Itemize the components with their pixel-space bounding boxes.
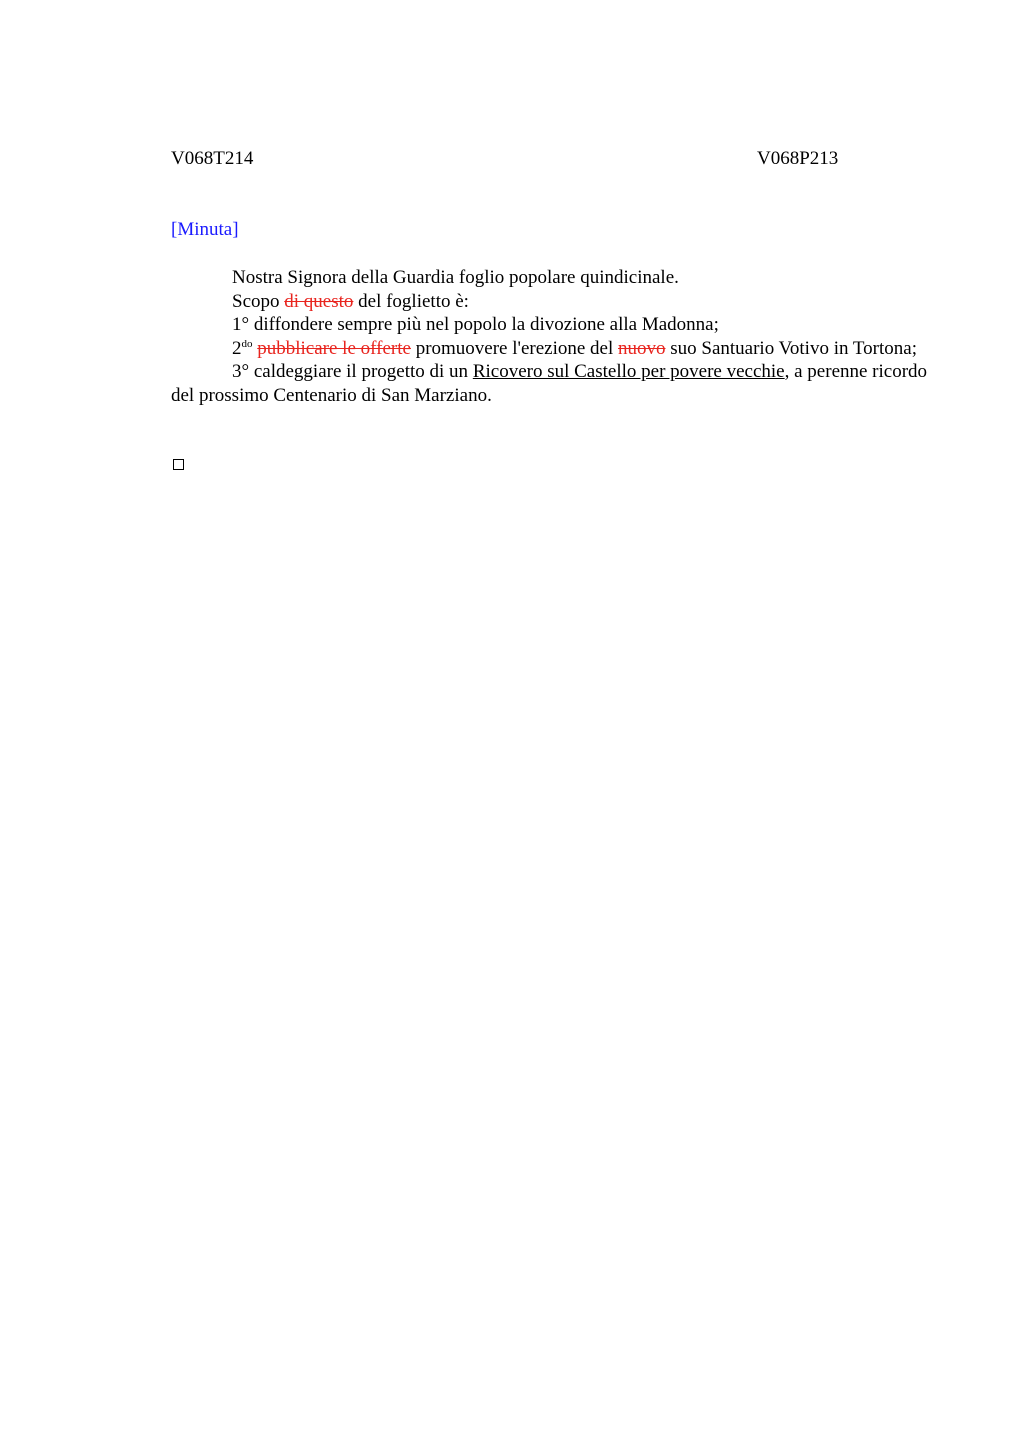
document-code-left: V068T214 (171, 148, 254, 169)
text-segment: del foglietto è: (353, 290, 469, 312)
draft-label: [Minuta] (171, 219, 239, 240)
text-segment: Scopo (232, 290, 285, 312)
deleted-text: nuovo (618, 337, 666, 359)
ordinal-number: 2 (232, 337, 242, 359)
paragraph-point-1 (171, 313, 931, 337)
paragraph-purpose (171, 290, 931, 314)
paragraph-title (171, 266, 931, 290)
paragraph-point-3 (171, 360, 931, 407)
empty-square-icon (173, 459, 184, 470)
text-segment: , a perenne ricordo del prossimo Centenario di San Marziano. (171, 361, 928, 406)
text-segment: promuovere l'erezione del (410, 337, 618, 359)
document-body (171, 266, 931, 408)
paragraph-text: Nostra Signora della Guardia foglio popolare quindicinale. (232, 267, 679, 288)
deleted-text: di questo (284, 290, 354, 312)
text-segment: suo Santuario Votivo in Tortona; (665, 337, 917, 359)
paragraph-text: 1° diffondere sempre più nel popolo la divozione alla Madonna; (232, 314, 719, 336)
text-segment: 3° caldeggiare il progetto di un (232, 361, 473, 383)
document-code-right: V068P213 (757, 148, 839, 169)
underlined-text: Ricovero sul Castello per povere vecchie (472, 361, 785, 383)
paragraph-point-2 (171, 337, 931, 361)
ordinal-suffix: do (241, 337, 253, 350)
deleted-text: pubblicare le offerte (257, 337, 411, 359)
